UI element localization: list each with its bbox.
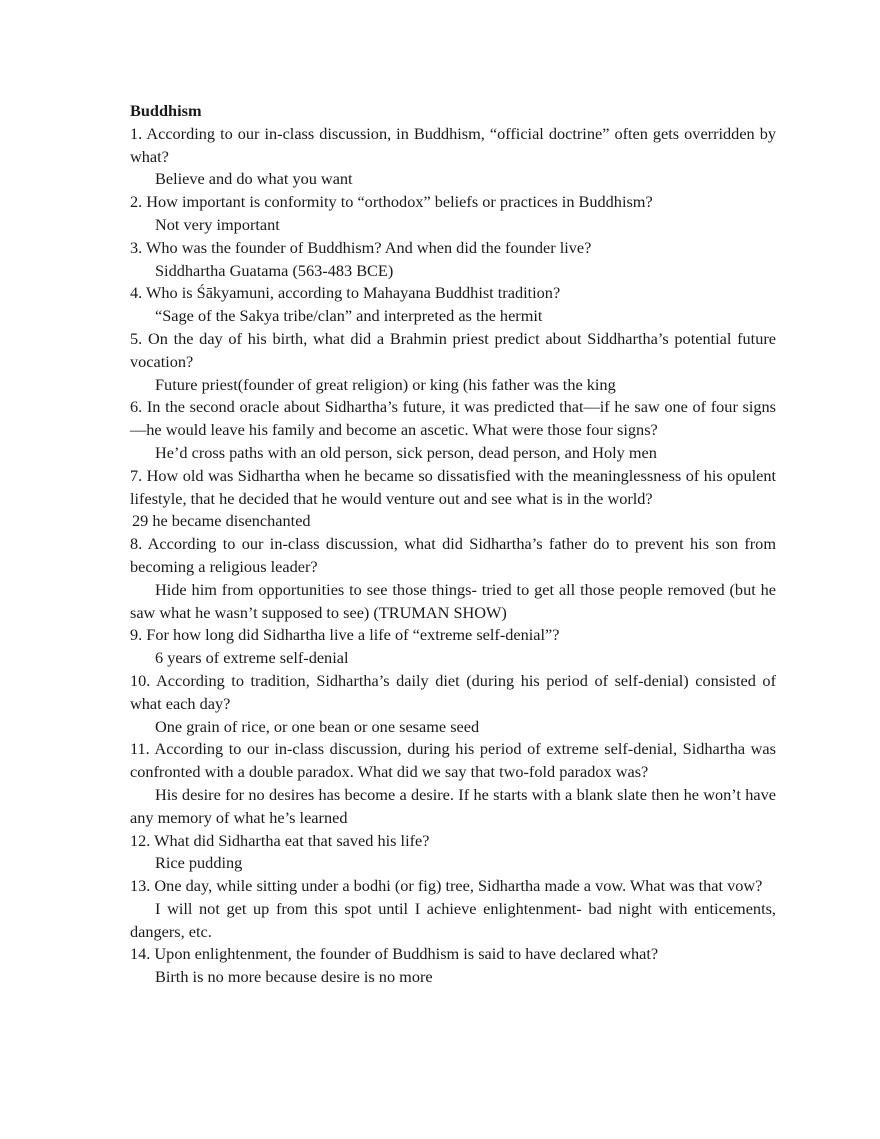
document-title: Buddhism (130, 101, 202, 120)
question-2: 2. How important is conformity to “orthodox” beliefs or practices in Buddhism? (130, 192, 653, 212)
document-page (130, 100, 776, 989)
question-9: 9. For how long did Sidhartha live a life of “extreme self-denial”? (130, 625, 560, 645)
answer-9: 6 years of extreme self-denial (155, 648, 349, 668)
question-11: 11. According to our in-class discussion, during his period of extreme self-denial, Sidhartha was confronted with a double paradox. What did we say that two-fold paradox was? (130, 739, 776, 782)
answer-13: I will not get up from this spot until I achieve enlightenment- bad night with enticements, dangers, etc. (130, 898, 776, 941)
answer-6: He’d cross paths with an old person, sick person, dead person, and Holy men (155, 442, 657, 462)
question-8: 8. According to our in-class discussion, what did Sidhartha’s father do to prevent his son from becoming a religious leader? (130, 534, 776, 576)
answer-11: His desire for no desires has become a desire. If he starts with a blank slate then he won’t have any memory of what he’s learned (130, 784, 776, 827)
answer-3: Siddhartha Guatama (563-483 BCE) (155, 260, 394, 280)
answer-4: “Sage of the Sakya tribe/clan” and interpreted as the hermit (155, 306, 543, 326)
answer-10: One grain of rice, or one bean or one sesame seed (155, 716, 480, 736)
question-12: 12. What did Sidhartha eat that saved his life? (130, 830, 430, 850)
answer-8: Hide him from opportunities to see those things- tried to get all those people removed (but he saw what he wasn’t supposed to see) (TRUMAN SHOW) (130, 579, 776, 622)
answer-1: Believe and do what you want (155, 169, 353, 189)
answer-12: Rice pudding (155, 853, 243, 873)
answer-14: Birth is no more because desire is no more (155, 967, 433, 987)
question-7: 7. How old was Sidhartha when he became so dissatisfied with the meaninglessness of his opulent lifestyle, that he decided that he would venture out and see what is in the world? (130, 465, 776, 508)
question-1: 1. According to our in-class discussion, in Buddhism, “official doctrine” often gets overridden by what? (130, 123, 776, 166)
answer-7: 29 he became disenchanted (132, 511, 311, 531)
question-14: 14. Upon enlightenment, the founder of Buddhism is said to have declared what? (130, 944, 659, 964)
question-5: 5. On the day of his birth, what did a Brahmin priest predict about Siddhartha’s potential future vocation? (130, 328, 776, 371)
question-10: 10. According to tradition, Sidhartha’s daily diet (during his period of self-denial) consisted of what each day? (130, 670, 776, 713)
question-3: 3. Who was the founder of Buddhism? And when did the founder live? (130, 237, 592, 257)
answer-5: Future priest(founder of great religion) or king (his father was the king (155, 374, 616, 394)
question-4: 4. Who is Śākyamuni, according to Mahayana Buddhist tradition? (130, 283, 561, 303)
question-6: 6. In the second oracle about Sidhartha’s future, it was predicted that—if he saw one of four signs—he would leave his family and become an ascetic. What were those four signs? (130, 397, 776, 440)
answer-2: Not very important (155, 214, 280, 234)
question-13: 13. One day, while sitting under a bodhi (or fig) tree, Sidhartha made a vow. What was that vow? (130, 876, 763, 896)
